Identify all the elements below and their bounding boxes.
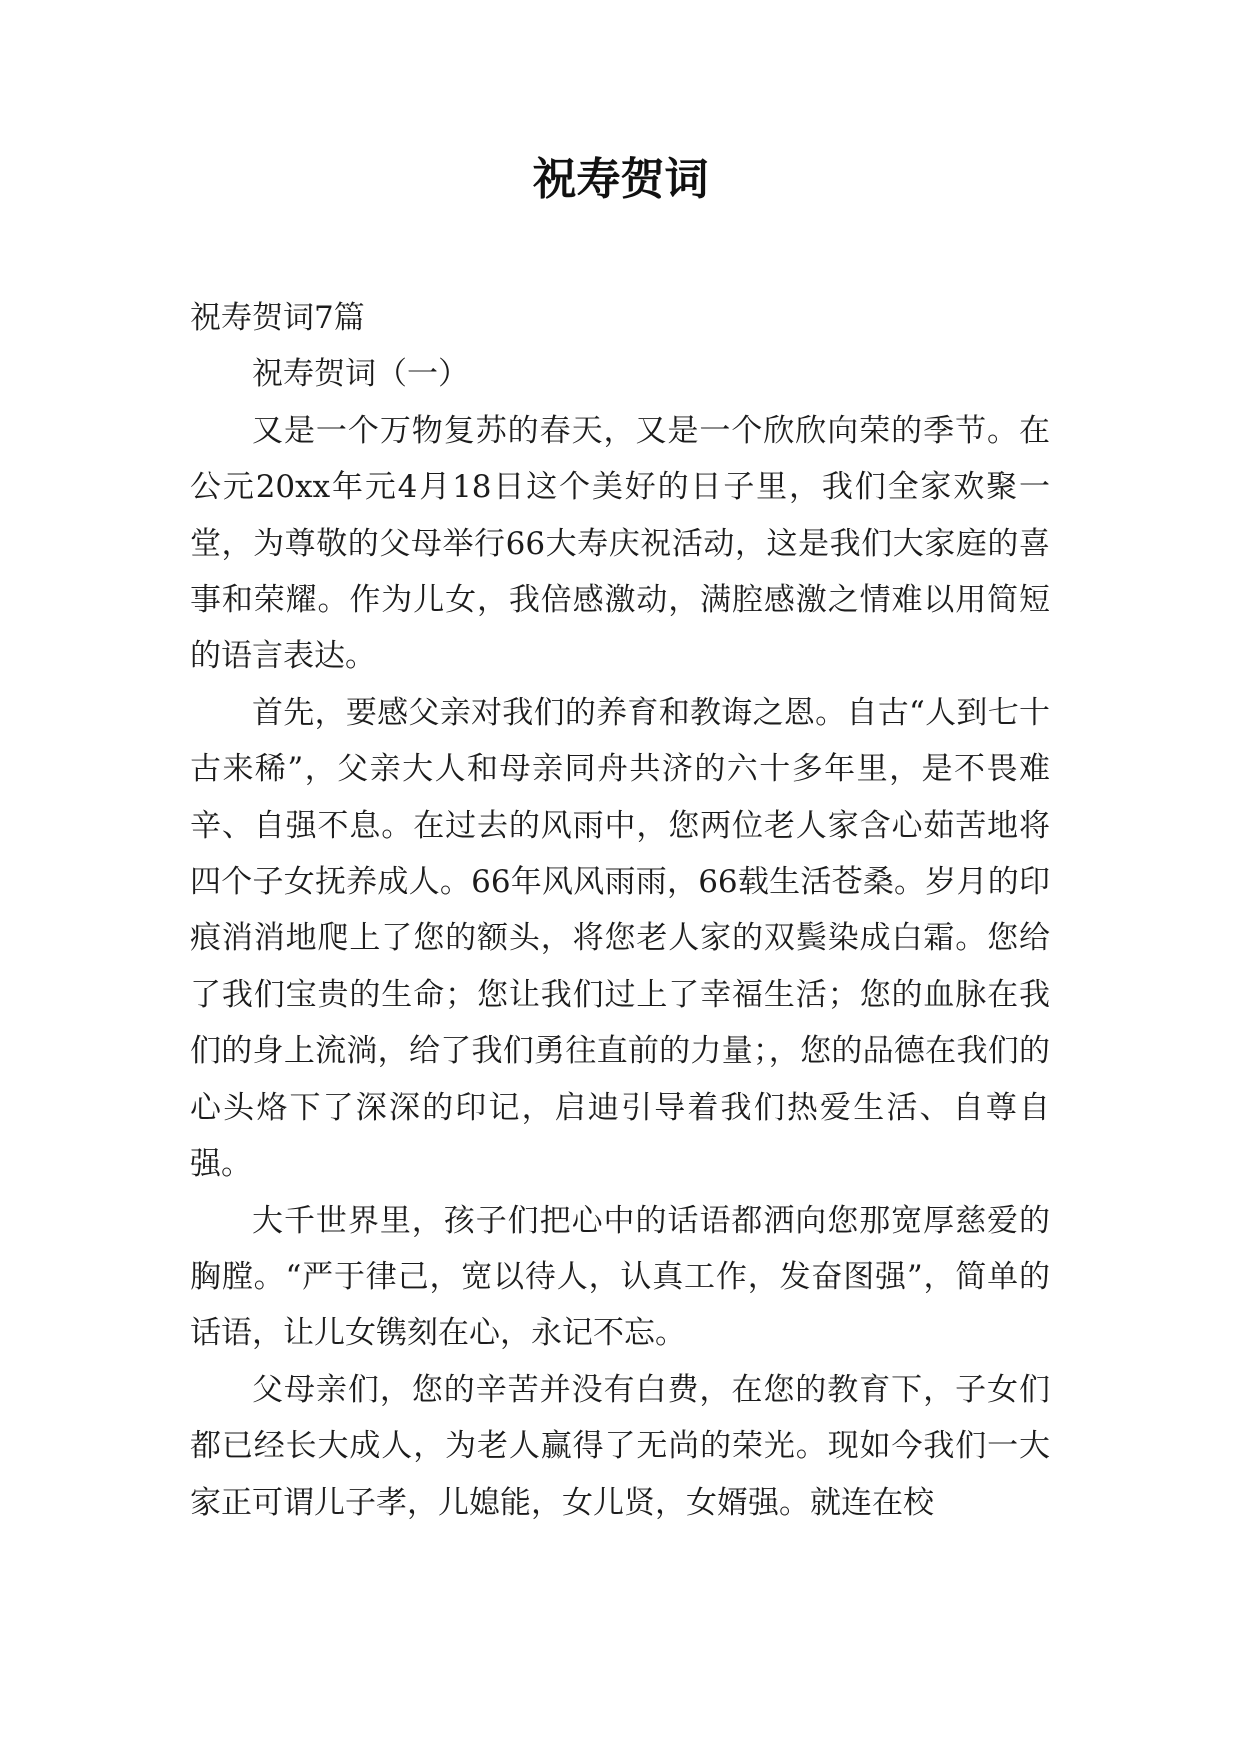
paragraph: 父母亲们，您的辛苦并没有白费，在您的教育下，子女们都已经长大成人，为老人赢得了无尚的荣光。现如今我们一大家正可谓儿子孝，儿媳能，女儿贤，女婿强。就连在校 <box>190 1371 1050 1521</box>
paragraph: 又是一个万物复苏的春天，又是一个欣欣向荣的季节。在公元20xx年元4月18日这个美好的日子里，我们全家欢聚一堂，为尊敬的父母举行66大寿庆祝活动，这是我们大家庭的喜事和荣耀。作为儿女，我倍感激动，满腔感激之情难以用简短的语言表达。 <box>190 412 1050 675</box>
document-body <box>190 290 1050 1531</box>
collection-heading: 祝寿贺词7篇 <box>190 300 365 336</box>
paragraph: 大千世界里，孩子们把心中的话语都洒向您那宽厚慈爱的胸膛。“严于律己，宽以待人，认真工作，发奋图强”，简单的话语，让儿女镌刻在心，永记不忘。 <box>190 1202 1050 1352</box>
document-title: 祝寿贺词 <box>532 154 709 205</box>
section-heading: 祝寿贺词（一） <box>252 356 469 393</box>
paragraph: 首先，要感父亲对我们的养育和教诲之恩。自古“人到七十古来稀”，父亲大人和母亲同舟共济的六十多年里，是不畏难辛、自强不息。在过去的风雨中，您两位老人家含心茹苦地将四个子女抚养成人。66年风风雨雨，66载生活苍桑。岁月的印痕消消地爬上了您的额头，将您老人家的双鬓染成白霜。您给了我们宝贵的生命；您让我们过上了幸福生活；您的血脉在我们的身上流淌，给了我们勇往直前的力量；，您的品德在我们的心头烙下了深深的印记，启迪引导着我们热爱生活、自尊自强。 <box>190 694 1050 1183</box>
